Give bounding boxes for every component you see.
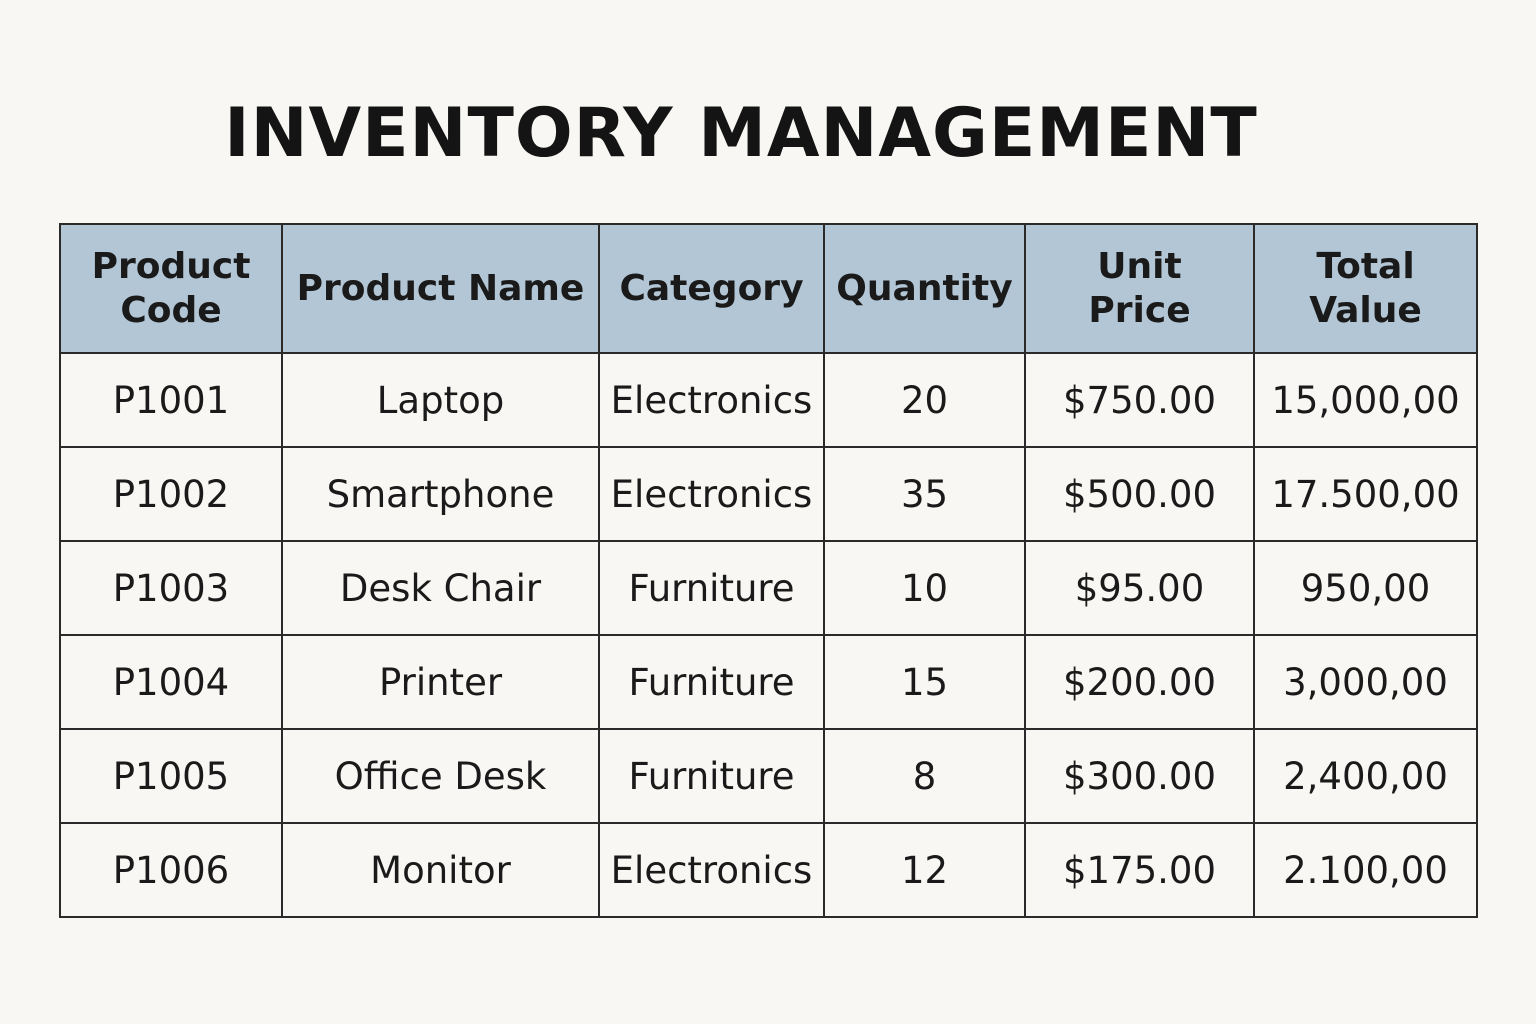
cell-category: Electronics (599, 447, 824, 541)
header-label: Total (1316, 245, 1415, 287)
cell-unit-price: $175.00 (1025, 823, 1254, 917)
cell-unit-price: $750.00 (1025, 353, 1254, 447)
cell-product-name: Printer (282, 635, 599, 729)
cell-unit-price: $500.00 (1025, 447, 1254, 541)
cell-total-value: 15,000,00 (1254, 353, 1477, 447)
header-total-value (1254, 224, 1477, 353)
header-unit-price (1025, 224, 1254, 353)
header-label: Category (619, 267, 804, 309)
cell-quantity: 15 (824, 635, 1025, 729)
header-quantity (824, 224, 1025, 353)
table-row (60, 729, 1477, 823)
cell-product-code: P1006 (60, 823, 282, 917)
cell-category: Furniture (599, 541, 824, 635)
table-row (60, 447, 1477, 541)
cell-category: Furniture (599, 635, 824, 729)
cell-product-name: Office Desk (282, 729, 599, 823)
cell-product-code: P1002 (60, 447, 282, 541)
header-product-code (60, 224, 282, 353)
table-row (60, 541, 1477, 635)
cell-quantity: 8 (824, 729, 1025, 823)
cell-product-name: Monitor (282, 823, 599, 917)
cell-product-code: P1003 (60, 541, 282, 635)
cell-product-name: Laptop (282, 353, 599, 447)
cell-product-code: P1001 (60, 353, 282, 447)
page-title: INVENTORY MANAGEMENT (224, 94, 1258, 173)
cell-category: Electronics (599, 823, 824, 917)
table-row (60, 353, 1477, 447)
cell-total-value: 2.100,00 (1254, 823, 1477, 917)
inventory-table (59, 223, 1478, 918)
header-label: Product Name (296, 267, 585, 309)
cell-quantity: 12 (824, 823, 1025, 917)
table-row (60, 823, 1477, 917)
cell-unit-price: $200.00 (1025, 635, 1254, 729)
cell-quantity: 20 (824, 353, 1025, 447)
header-label: Code (120, 289, 222, 331)
cell-quantity: 35 (824, 447, 1025, 541)
cell-product-name: Smartphone (282, 447, 599, 541)
cell-total-value: 3,000,00 (1254, 635, 1477, 729)
cell-category: Electronics (599, 353, 824, 447)
header-label: Quantity (836, 267, 1013, 309)
cell-total-value: 950,00 (1254, 541, 1477, 635)
header-label: Unit (1097, 245, 1182, 287)
header-category (599, 224, 824, 353)
header-label: Price (1088, 289, 1191, 331)
header-row (60, 224, 1477, 353)
cell-product-name: Desk Chair (282, 541, 599, 635)
cell-product-code: P1004 (60, 635, 282, 729)
cell-product-code: P1005 (60, 729, 282, 823)
header-label: Value (1309, 289, 1422, 331)
header-product-name (282, 224, 599, 353)
cell-total-value: 17.500,00 (1254, 447, 1477, 541)
cell-category: Furniture (599, 729, 824, 823)
cell-unit-price: $95.00 (1025, 541, 1254, 635)
cell-quantity: 10 (824, 541, 1025, 635)
header-label: Product (91, 245, 251, 287)
cell-unit-price: $300.00 (1025, 729, 1254, 823)
table-row (60, 635, 1477, 729)
cell-total-value: 2,400,00 (1254, 729, 1477, 823)
